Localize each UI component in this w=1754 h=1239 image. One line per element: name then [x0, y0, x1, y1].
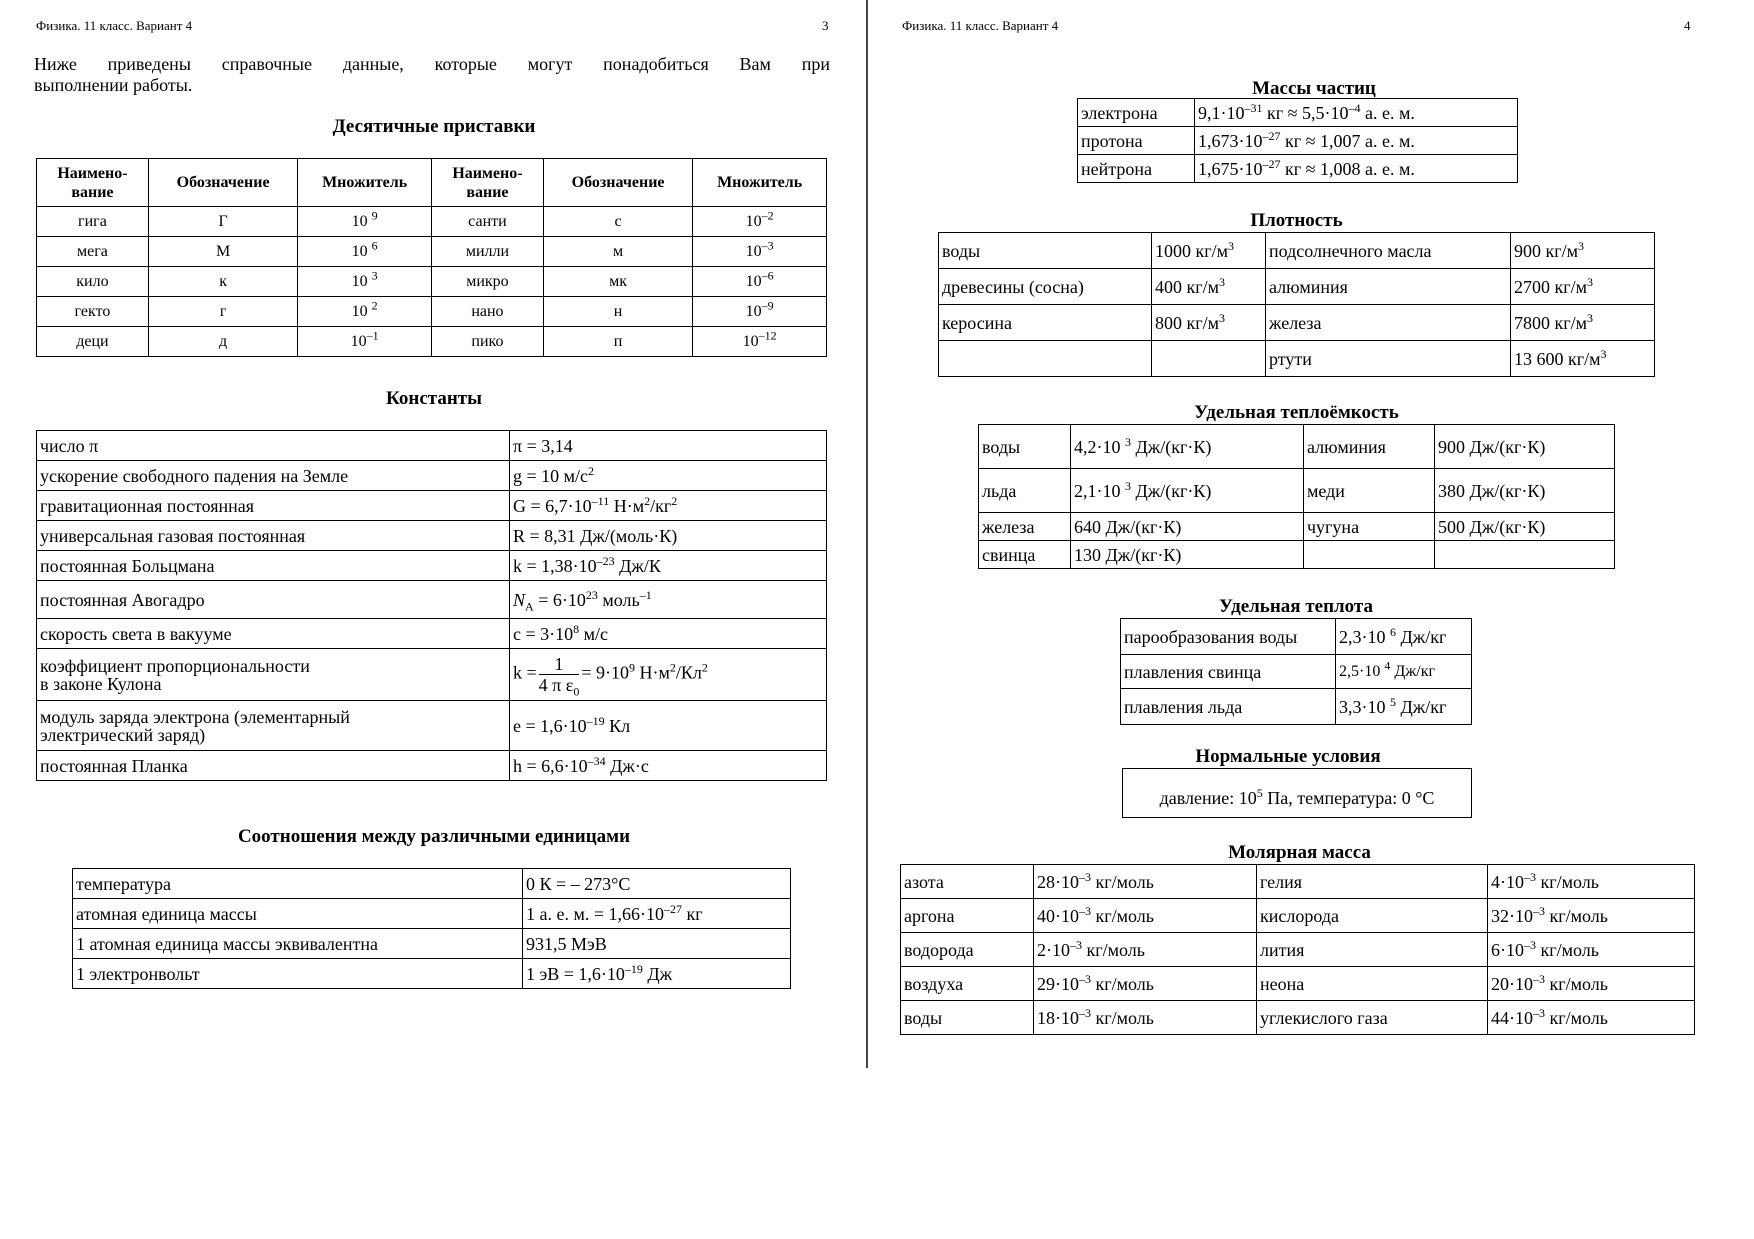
substance-name: азота [901, 865, 1034, 899]
prefix-name: кило [37, 267, 149, 297]
table-row [939, 233, 1655, 269]
constant-name: число π [37, 431, 510, 461]
prefix-name: санти [431, 207, 543, 237]
constant-value: $N_A = 6\cdot 10^{23}$ моль$^{-1}$ [510, 581, 827, 619]
molar-value: $2\cdot 10^{-3}$ кг/моль [1034, 933, 1257, 967]
prefix-name: гекто [37, 297, 149, 327]
page-number: 4 [1684, 18, 1691, 33]
constant-value: $c = 3\cdot 10^8$ м/с [510, 619, 827, 649]
heat-value: 500 Дж/(кг·К) [1435, 513, 1615, 541]
prefix-multiplier: $10^{-3}$ [693, 237, 827, 267]
table-row [1078, 155, 1518, 183]
table-row [37, 461, 827, 491]
normal-conditions-title: Нормальные условия [1195, 746, 1381, 767]
intro-line-2: выполнении работы. [34, 75, 193, 95]
density-value [1152, 341, 1266, 377]
molar-value: $18\cdot 10^{-3}$ кг/моль [1034, 1001, 1257, 1035]
table-row [939, 269, 1655, 305]
units-title: Соотношения между различными единицами [237, 826, 631, 847]
col-header: Наимено- вание [431, 159, 543, 207]
table-row [73, 899, 791, 929]
substance-name: лития [1257, 933, 1488, 967]
table-row [1078, 99, 1518, 127]
specific-heat-value: 3,3·10 $^5$ Дж/кг [1336, 689, 1472, 725]
density-title: Плотность [1250, 210, 1343, 231]
molar-value: $40\cdot 10^{-3}$ кг/моль [1034, 899, 1257, 933]
unit-name: 1 атомная единица массы эквивалентна [73, 929, 523, 959]
substance-name: чугуна [1304, 513, 1435, 541]
table-row [37, 649, 827, 701]
substance-name: кислорода [1257, 899, 1488, 933]
intro-text [34, 54, 830, 96]
table-row [939, 305, 1655, 341]
substance-name: воздуха [901, 967, 1034, 1001]
col-header: Обозначение [543, 159, 692, 207]
prefix-name: гига [37, 207, 149, 237]
prefixes-table [36, 158, 827, 357]
table-row [901, 1001, 1695, 1035]
constant-value: k = $\frac{1}{4 \pi \varepsilon_0}$ = $9\cdot 10^9$ $Н\cdot м^2/Кл^2$ [510, 649, 827, 701]
table-row [37, 297, 827, 327]
col-header: Обозначение [148, 159, 297, 207]
constant-value: π = 3,14 [510, 431, 827, 461]
prefix-multiplier: $10^{-6}$ [693, 267, 827, 297]
constant-value: $G = 6,7\cdot 10^{-11}$ $Н\cdot м^2/кг^2$ [510, 491, 827, 521]
col-header: Множитель [298, 159, 432, 207]
molar-value: $4\cdot 10^{-3}$ кг/моль [1488, 865, 1695, 899]
table-row [901, 865, 1695, 899]
particle-mass: $1,673\cdot 10^{-27}$ кг ≈ 1,007 а. е. м. [1195, 127, 1518, 155]
col-header: Множитель [693, 159, 827, 207]
prefix-name: милли [431, 237, 543, 267]
prefix-symbol: г [148, 297, 297, 327]
table-row [37, 327, 827, 357]
density-value: 13 600 $кг/м^3$ [1511, 341, 1655, 377]
substance-name: льда [979, 469, 1071, 513]
table-row [901, 899, 1695, 933]
table-row [37, 431, 827, 461]
constant-value: R = 8,31 Дж/(моль·К) [510, 521, 827, 551]
units-table [72, 868, 791, 989]
heat-value: 4,2·10 $^3$ Дж/(кг·К) [1071, 425, 1304, 469]
table-row [37, 267, 827, 297]
specific-heat-table [1120, 618, 1472, 725]
prefix-symbol: мк [543, 267, 692, 297]
constant-name: постоянная Авогадро [37, 581, 510, 619]
constant-name: постоянная Больцмана [37, 551, 510, 581]
constant-value: $h = 6,6\cdot 10^{-34}$ Дж·с [510, 751, 827, 781]
constants-table [36, 430, 827, 781]
prefix-multiplier: $10^{-2}$ [693, 207, 827, 237]
heat-value: 640 Дж/(кг·К) [1071, 513, 1304, 541]
molar-value: $32\cdot 10^{-3}$ кг/моль [1488, 899, 1695, 933]
heat-capacity-title: Удельная теплоёмкость [1194, 402, 1399, 423]
substance-name: водорода [901, 933, 1034, 967]
table-row [1121, 655, 1472, 689]
molar-value: $20\cdot 10^{-3}$ кг/моль [1488, 967, 1695, 1001]
molar-value: $28\cdot 10^{-3}$ кг/моль [1034, 865, 1257, 899]
prefix-symbol: п [543, 327, 692, 357]
substance-name: железа [979, 513, 1071, 541]
substance-name: воды [979, 425, 1071, 469]
prefix-symbol: с [543, 207, 692, 237]
constants-title: Константы [386, 388, 482, 409]
substance-name: железа [1266, 305, 1511, 341]
unit-name: атомная единица массы [73, 899, 523, 929]
prefix-multiplier: $10^{-12}$ [693, 327, 827, 357]
molar-value: $29\cdot 10^{-3}$ кг/моль [1034, 967, 1257, 1001]
density-value: 2700 $кг/м^3$ [1511, 269, 1655, 305]
constant-name: скорость света в вакууме [37, 619, 510, 649]
specific-heat-value: 2,5·10 $^4$ Дж/кг [1336, 655, 1472, 689]
heat-value: 380 Дж/(кг·К) [1435, 469, 1615, 513]
table-row [73, 929, 791, 959]
page-3 [0, 0, 866, 1239]
substance-name: воды [939, 233, 1152, 269]
particle-mass: $9,1\cdot 10^{-31}$ кг ≈ $5,5\cdot 10^{-4}$ а. е. м. [1195, 99, 1518, 127]
substance-name: алюминия [1304, 425, 1435, 469]
substance-name: подсолнечного масла [1266, 233, 1511, 269]
substance-name: аргона [901, 899, 1034, 933]
table-row [37, 701, 827, 751]
heat-capacity-table [978, 424, 1615, 569]
col-header: Наимено- вание [37, 159, 149, 207]
table-row [979, 541, 1615, 569]
unit-value: 931,5 МэВ [523, 929, 791, 959]
density-value: 7800 $кг/м^3$ [1511, 305, 1655, 341]
constant-name: постоянная Планка [37, 751, 510, 781]
prefix-name: мега [37, 237, 149, 267]
prefix-name: пико [431, 327, 543, 357]
molar-value: $44\cdot 10^{-3}$ кг/моль [1488, 1001, 1695, 1035]
unit-value: 1 а. е. м. = $1,66\cdot 10^{-27}$ кг [523, 899, 791, 929]
constant-name: коэффициент пропорциональности в законе Кулона [37, 649, 510, 701]
heat-value: 130 Дж/(кг·К) [1071, 541, 1304, 569]
masses-table [1077, 98, 1518, 183]
substance-name: углекислого газа [1257, 1001, 1488, 1035]
unit-value: 1 эВ = $1,6\cdot 10^{-19}$ Дж [523, 959, 791, 989]
prefix-name: микро [431, 267, 543, 297]
prefix-symbol: Г [148, 207, 297, 237]
intro-line-1: Ниже приведены справочные данные, которые могут понадобиться Вам при [34, 54, 830, 74]
constant-value: $e = 1,6\cdot 10^{-19}$ Кл [510, 701, 827, 751]
constant-value: g = 10 $м/с^2$ [510, 461, 827, 491]
table-row [37, 551, 827, 581]
table-row [1121, 619, 1472, 655]
prefix-multiplier: 10 $^2$ [298, 297, 432, 327]
page-number: 3 [822, 18, 829, 33]
unit-value: 0 К = – 273°С [523, 869, 791, 899]
density-value: 400 $кг/м^3$ [1152, 269, 1266, 305]
heat-value: 900 Дж/(кг·К) [1435, 425, 1615, 469]
prefix-symbol: М [148, 237, 297, 267]
unit-name: 1 электронвольт [73, 959, 523, 989]
substance-name: неона [1257, 967, 1488, 1001]
density-table [938, 232, 1655, 377]
particle-name: нейтрона [1078, 155, 1195, 183]
molar-mass-table [900, 864, 1695, 1035]
table-row [979, 469, 1615, 513]
table-row [37, 237, 827, 267]
table-header-row [37, 159, 827, 207]
particle-mass: $1,675\cdot 10^{-27}$ кг ≈ 1,008 а. е. м. [1195, 155, 1518, 183]
prefix-symbol: н [543, 297, 692, 327]
substance-name: свинца [979, 541, 1071, 569]
substance-name: воды [901, 1001, 1034, 1035]
constant-name: ускорение свободного падения на Земле [37, 461, 510, 491]
prefix-symbol: к [148, 267, 297, 297]
table-row [37, 521, 827, 551]
specific-heat-title: Удельная теплота [1218, 596, 1374, 617]
page-4 [868, 0, 1754, 1239]
heat-value: 2,1·10 $^3$ Дж/(кг·К) [1071, 469, 1304, 513]
substance-name: древесины (сосна) [939, 269, 1152, 305]
constant-name: модуль заряда электрона (элементарный электрический заряд) [37, 701, 510, 751]
prefix-name: нано [431, 297, 543, 327]
substance-name: алюминия [1266, 269, 1511, 305]
prefix-multiplier: 10 $^3$ [298, 267, 432, 297]
normal-conditions-box: давление: $10^5$ Па, температура: 0 °С [1122, 768, 1472, 818]
process-name: плавления льда [1121, 689, 1336, 725]
constant-name: универсальная газовая постоянная [37, 521, 510, 551]
prefix-multiplier: 10 $^9$ [298, 207, 432, 237]
prefixes-title: Десятичные приставки [332, 116, 536, 137]
density-value: 900 $кг/м^3$ [1511, 233, 1655, 269]
substance-name [939, 341, 1152, 377]
table-row [1121, 689, 1472, 725]
table-row [73, 959, 791, 989]
substance-name: ртути [1266, 341, 1511, 377]
table-row [37, 207, 827, 237]
page-header: Физика. 11 класс. Вариант 4 [902, 18, 1059, 33]
table-row [73, 869, 791, 899]
density-value: 800 $кг/м^3$ [1152, 305, 1266, 341]
process-name: плавления свинца [1121, 655, 1336, 689]
table-row [37, 491, 827, 521]
substance-name: керосина [939, 305, 1152, 341]
constant-value: $k = 1,38\cdot 10^{-23}$ Дж/К [510, 551, 827, 581]
specific-heat-value: 2,3·10 $^6$ Дж/кг [1336, 619, 1472, 655]
prefix-symbol: д [148, 327, 297, 357]
prefix-multiplier: $10^{-1}$ [298, 327, 432, 357]
coulomb-fraction: $\frac{1}{4 \pi \varepsilon_0}$ [538, 654, 580, 699]
molar-mass-title: Молярная масса [1228, 842, 1371, 863]
particle-name: протона [1078, 127, 1195, 155]
substance-name [1304, 541, 1435, 569]
unit-name: температура [73, 869, 523, 899]
table-row [939, 341, 1655, 377]
prefix-multiplier: 10 $^6$ [298, 237, 432, 267]
masses-title: Массы частиц [1252, 78, 1376, 99]
table-row [1078, 127, 1518, 155]
table-row [979, 513, 1615, 541]
table-row [37, 581, 827, 619]
page-header: Физика. 11 класс. Вариант 4 [36, 18, 193, 33]
heat-value [1435, 541, 1615, 569]
table-row [37, 751, 827, 781]
molar-value: $6\cdot 10^{-3}$ кг/моль [1488, 933, 1695, 967]
table-row [901, 967, 1695, 1001]
table-row [37, 619, 827, 649]
prefix-multiplier: $10^{-9}$ [693, 297, 827, 327]
table-row [901, 933, 1695, 967]
substance-name: гелия [1257, 865, 1488, 899]
prefix-name: деци [37, 327, 149, 357]
prefix-symbol: м [543, 237, 692, 267]
table-row [979, 425, 1615, 469]
constant-name: гравитационная постоянная [37, 491, 510, 521]
substance-name: меди [1304, 469, 1435, 513]
density-value: 1000 $кг/м^3$ [1152, 233, 1266, 269]
particle-name: электрона [1078, 99, 1195, 127]
process-name: парообразования воды [1121, 619, 1336, 655]
